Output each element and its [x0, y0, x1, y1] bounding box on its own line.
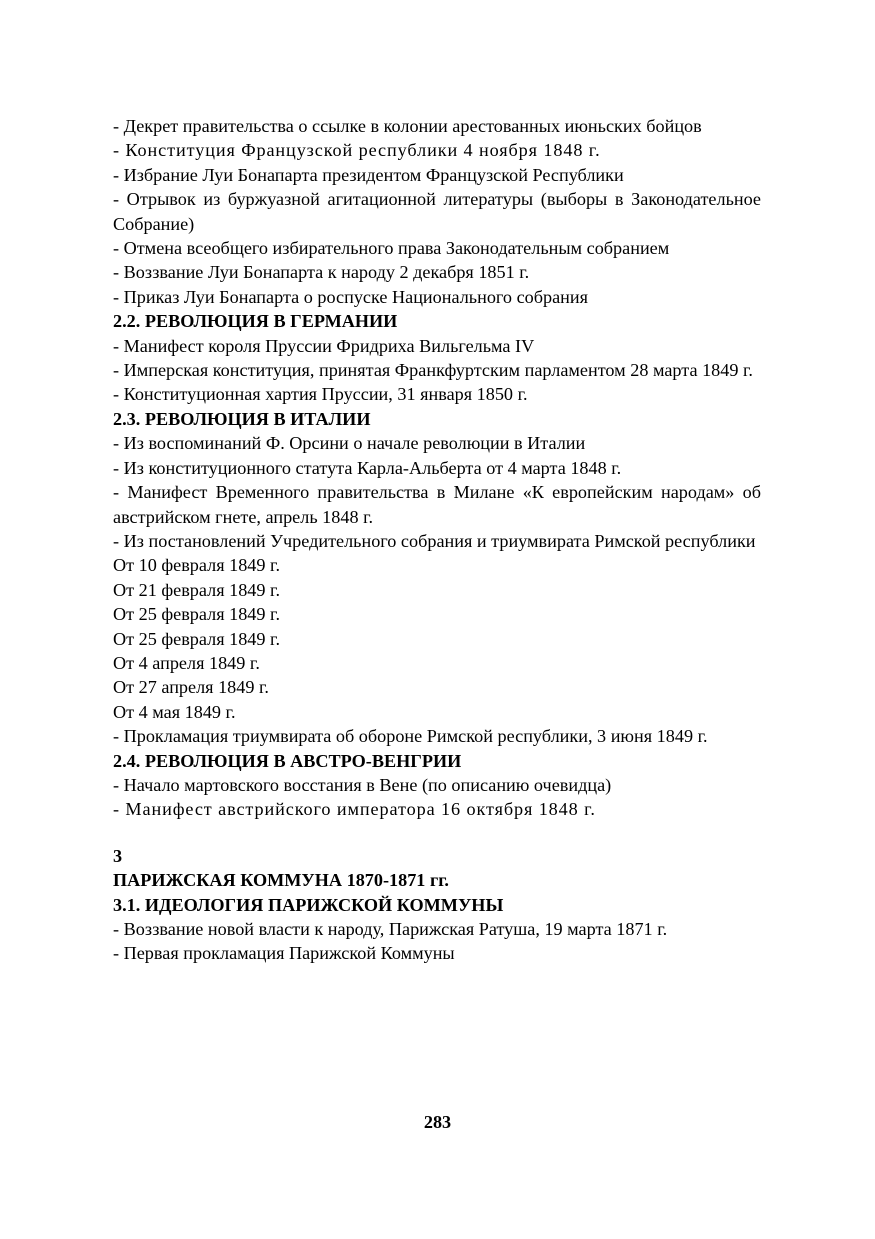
- page-number: 283: [423, 1112, 452, 1132]
- list-item: От 4 апреля 1849 г.: [113, 652, 260, 673]
- list-item: - Отрывок из буржуазной агитационной литературы (выборы в Законодательное Собрание): [113, 189, 761, 234]
- section-heading: 3.1. ИДЕОЛОГИЯ ПАРИЖСКОЙ КОММУНЫ: [113, 894, 504, 915]
- list-item: - Воззвание новой власти к народу, Парижская Ратуша, 19 марта 1871 г.: [113, 919, 668, 939]
- list-item: От 25 февраля 1849 г.: [113, 628, 280, 649]
- list-item: - Первая прокламация Парижской Коммуны: [113, 943, 455, 964]
- list-item: - Прокламация триумвирата об обороне Римской республики, 3 июня 1849 г.: [113, 726, 708, 747]
- section-heading: 2.2. РЕВОЛЮЦИЯ В ГЕРМАНИИ: [113, 311, 398, 332]
- list-item: От 25 февраля 1849 г.: [113, 604, 280, 625]
- chapter-number: 3: [113, 845, 123, 866]
- list-item: От 21 февраля 1849 г.: [113, 579, 280, 600]
- page-body: [113, 114, 761, 966]
- list-item: - Манифест австрийского императора 16 октября 1848 г.: [113, 799, 596, 820]
- list-item: - Отмена всеобщего избирательного права Законодательным собранием: [113, 238, 670, 259]
- list-item: - Конституционная хартия Пруссии, 31 января 1850 г.: [113, 384, 528, 405]
- list-item: - Начало мартовского восстания в Вене (по описанию очевидца): [113, 774, 612, 795]
- section-heading: 2.4. РЕВОЛЮЦИЯ В АВСТРО-ВЕНГРИИ: [113, 750, 462, 771]
- list-item: - Из конституционного статута Карла-Альберта от 4 марта 1848 г.: [113, 457, 622, 478]
- list-item: - Избрание Луи Бонапарта президентом Французской Республики: [113, 164, 624, 185]
- list-item: От 4 мая 1849 г.: [113, 701, 236, 722]
- list-item: - Декрет правительства о ссылке в колонии арестованных июньских бойцов: [113, 116, 702, 136]
- section-heading: 2.3. РЕВОЛЮЦИЯ В ИТАЛИИ: [113, 408, 371, 429]
- list-item: - Из воспоминаний Ф. Орсини о начале революции в Италии: [113, 433, 586, 454]
- list-item: - Конституция Французской республики 4 ноября 1848 г.: [113, 140, 601, 161]
- list-item: - Имперская конституция, принятая Франкфуртским парламентом 28 марта 1849 г.: [113, 360, 753, 381]
- list-item: - Из постановлений Учредительного собрания и триумвирата Римской республики: [113, 530, 756, 551]
- list-item: - Воззвание Луи Бонапарта к народу 2 декабря 1851 г.: [113, 262, 530, 283]
- list-item: От 27 апреля 1849 г.: [113, 677, 269, 698]
- list-item: - Манифест короля Пруссии Фридриха Вильгельма IV: [113, 335, 535, 356]
- list-item: - Манифест Временного правительства в Милане «К европейским народам» об австрийском гнете, апрель 1848 г.: [113, 482, 761, 527]
- chapter-title: ПАРИЖСКАЯ КОММУНА 1870-1871 гг.: [113, 870, 449, 891]
- list-item: - Приказ Луи Бонапарта о роспуске Национального собрания: [113, 286, 588, 307]
- list-item: От 10 февраля 1849 г.: [113, 555, 280, 576]
